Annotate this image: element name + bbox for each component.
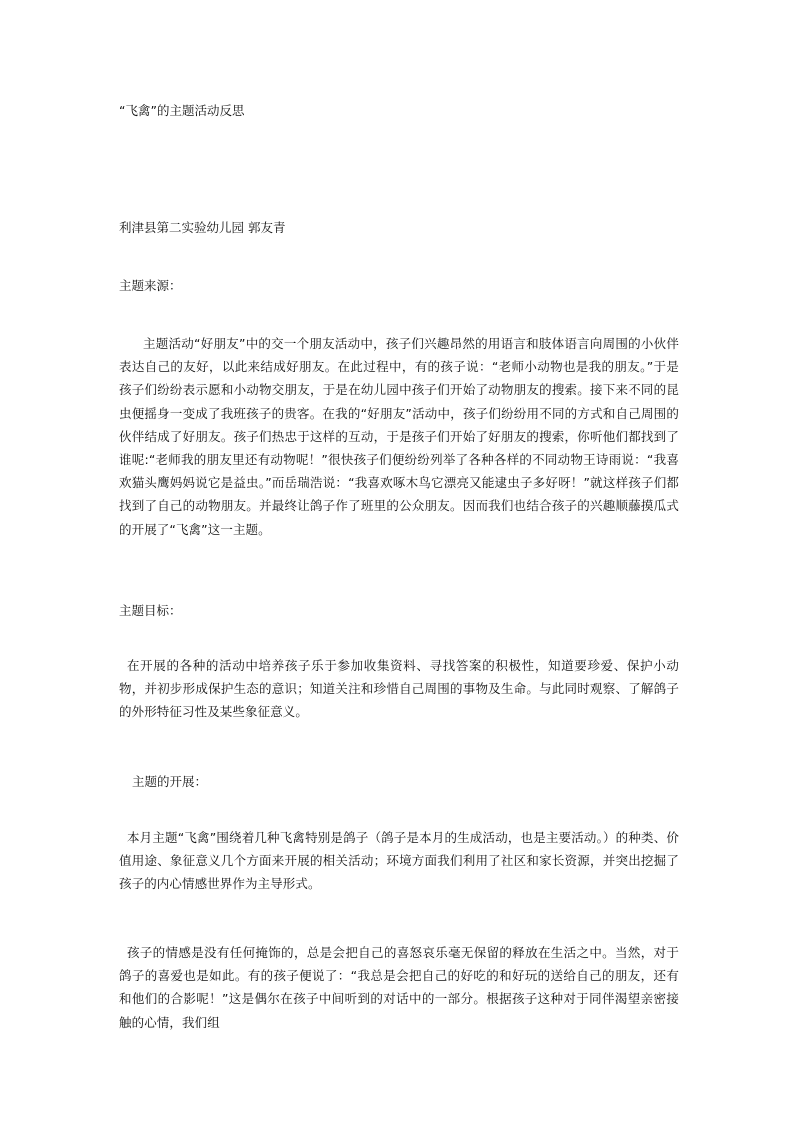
section-heading-development: 主题的开展： xyxy=(132,774,208,789)
author-line: 利津县第二实验幼儿园 郭友青 xyxy=(119,220,286,235)
section-heading-source: 主题来源： xyxy=(119,278,182,293)
paragraph-goal: 在开展的各种的活动中培养孩子乐于参加收集资料、寻找答案的积极性，知道要珍爱、保护小动物，并初步形成保护生态的意识；知道关注和珍惜自己周围的事物及生命。与此同时观察、了解鸽子的外形特征习性及某些象征意义。 xyxy=(119,658,679,720)
paragraph-development-1: 本月主题“飞禽”围绕着几种飞禽特别是鸽子（鸽子是本月的生成活动，也是主要活动。）的种类、价值用途、象征意义几个方面来开展的相关活动；环境方面我们利用了社区和家长资源，并突出挖掘了孩子的内心情感世界作为主导形式。 xyxy=(119,830,679,892)
paragraph-source: 主题活动“好朋友”中的交一个朋友活动中，孩子们兴趣昂然的用语言和肢体语言向周围的小伙伴表达自己的友好，以此来结成好朋友。在此过程中，有的孩子说：“老师小动物也是我的朋友。”于是孩子们纷纷表示愿和小动物交朋友，于是在幼儿园中孩子们开始了动物朋友的搜索。接下来不同的昆虫便摇身一变成了我班孩子的贵客。在我的“好朋友”活动中，孩子们纷纷用不同的方式和自己周围的伙伴结成了好朋友。孩子们热忠于这样的互动，于是孩子们开始了好朋友的搜索，你听他们都找到了谁呢:“老师我的朋友里还有动物呢！”很快孩子们便纷纷列举了各种各样的不同动物王诗雨说：“我喜欢猫头鹰妈妈说它是益虫。”而岳瑞浩说：“我喜欢啄木鸟它漂亮又能逮虫子多好呀！”就这样孩子们都找到了自己的动物朋友。并最终让鸽子作了班里的公众朋友。因而我们也结合孩子的兴趣顺藤摸瓜式的开展了“飞禽”这一主题。 xyxy=(119,336,679,537)
paragraph-development-2: 孩子的情感是没有任何掩饰的，总是会把自己的喜怒哀乐毫无保留的释放在生活之中。当然，对于鸽子的喜爱也是如此。有的孩子便说了：“我总是会把自己的好吃的和好玩的送给自己的朋友，还有和他们的合影呢！”这是偶尔在孩子中间听到的对话中的一部分。根据孩子这种对于同伴渴望亲密接触的心情，我们组 xyxy=(119,945,679,1030)
document-title: “飞禽”的主题活动反思 xyxy=(119,103,245,118)
section-heading-goal: 主题目标： xyxy=(119,603,182,618)
